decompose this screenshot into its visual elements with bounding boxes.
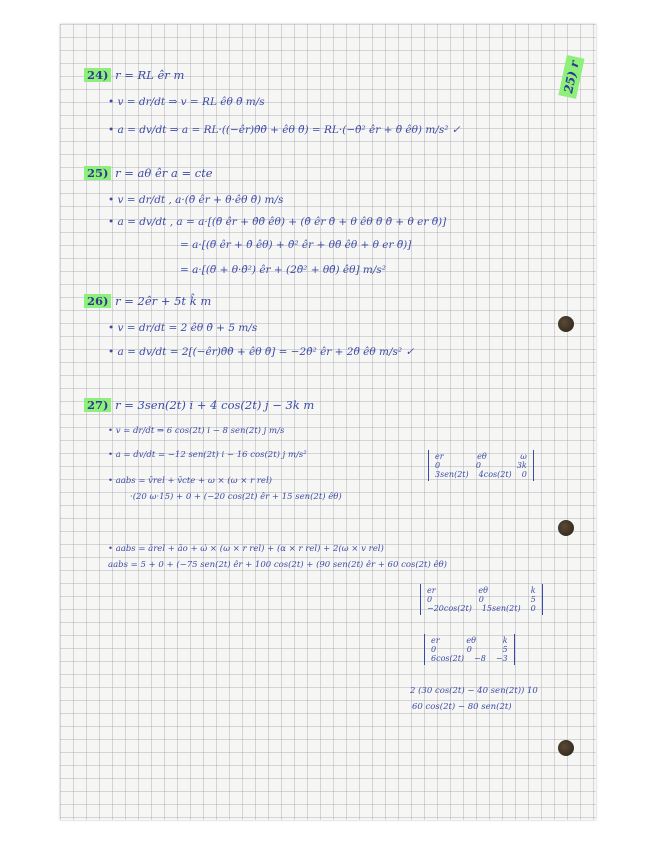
problem-26-acceleration-text: • a = dv/dt = 2[(−êr)θ̇θ̇ + êθ θ̈] = −2θ̇² êr + 2θ̈ êθ m/s² — [108, 346, 403, 358]
problem-24-acceleration — [108, 124, 461, 136]
problem-26-velocity: • v = dr/dt = 2 êθ θ̇ + 5 m/s — [108, 322, 258, 334]
notebook-page — [60, 24, 596, 820]
problem-24-velocity: • v = dr/dt ⇒ v = RL êθ θ̇ m/s — [108, 96, 265, 108]
problem-26-given: r = 2êr + 5t k̂ m — [115, 294, 212, 308]
problem-24-number: 24) — [84, 68, 111, 82]
problem-24-given: r = RL êr m — [115, 68, 185, 82]
problem-25-acceleration-step3: = a·[(θ̈ + θ·θ̇²) êr + (2θ̇² + θθ̈) êθ] m/s² — [180, 264, 386, 276]
problem-25-velocity: • v = dr/dt , a·(θ̇ êr + θ·êθ θ̇) m/s — [108, 194, 284, 206]
cross-product-matrix-1: er eθ ω 0 0 3k 3sen(2t) 4cos(2t) 0 — [428, 450, 534, 481]
problem-27-result-line2: 60 cos(2t) − 80 sen(2t) — [412, 702, 512, 712]
problem-25-acceleration: • a = dv/dt , a = a·[(θ̈ êr + θ̇θ̇ êθ) + (θ̇ êr θ̇ + θ êθ θ̈ θ̇ + θ er θ̈)] — [108, 216, 447, 228]
problem-25-header — [84, 166, 213, 180]
problem-24-acceleration-text: • a = dv/dt ⇒ a = RL·((−êr)θ̇θ̇ + êθ θ̈) = RL·(−θ̇² êr + θ̈ êθ) m/s² — [108, 124, 449, 136]
problem-24-header — [84, 68, 184, 82]
problem-27-result-line1: 2 (30 cos(2t) − 40 sen(2t)) 10 — [410, 686, 538, 696]
cross-product-matrix-3: er eθ k 0 0 5 6cos(2t) −8 −3 — [424, 634, 515, 665]
check-mark: ✓ — [405, 346, 415, 358]
problem-26-number: 26) — [84, 294, 111, 308]
problem-25-acceleration-step2: = a·[(θ̈ êr + θ̇ êθ) + θ̇² êr + θθ̈ êθ + θ er θ̈)] — [180, 239, 412, 251]
binder-hole — [558, 740, 574, 756]
problem-25-number: 25) — [84, 166, 111, 180]
problem-27-velocity: • v = dr/dt ⇒ 6 cos(2t) i − 8 sen(2t) j m/s — [108, 426, 285, 436]
problem-27-header — [84, 398, 314, 412]
problem-26-header — [84, 294, 211, 308]
problem-27-abs-acceleration-values: aabs = 5 + 0 + (−75 sen(2t) êr + 100 cos(2t) + (90 sen(2t) êr + 60 cos(2t) êθ) — [108, 560, 447, 570]
problem-27-abs-acceleration: • aabs = v̄rel + v̄cte + ω × (ω × r rel) — [108, 476, 272, 486]
problem-26-acceleration — [108, 346, 414, 358]
check-mark: ✓ — [451, 124, 461, 136]
corner-problem-label: 25) r — [559, 55, 585, 99]
problem-27-abs-acceleration-full: • aabs = ārel + āo + ω̇ × (ω × r rel) + (α × r rel) + 2(ω × v rel) — [108, 544, 384, 554]
binder-hole — [558, 520, 574, 536]
problem-27-abs-expansion: ·(20 ω·15) + 0 + (−20 cos(2t) êr + 15 sen(2t) êθ) — [130, 492, 342, 502]
cross-product-matrix-2: er eθ k 0 0 5 −20cos(2t) 15sen(2t) 0 — [420, 584, 543, 615]
problem-27-number: 27) — [84, 398, 111, 412]
binder-hole — [558, 316, 574, 332]
problem-27-given: r = 3sen(2t) i + 4 cos(2t) j − 3k m — [115, 398, 315, 412]
problem-25-given: r = aθ êr a = cte — [115, 166, 213, 180]
problem-27-acceleration: • a = dv/dt = −12 sen(2t) i − 16 cos(2t) j m/s² — [108, 450, 307, 460]
